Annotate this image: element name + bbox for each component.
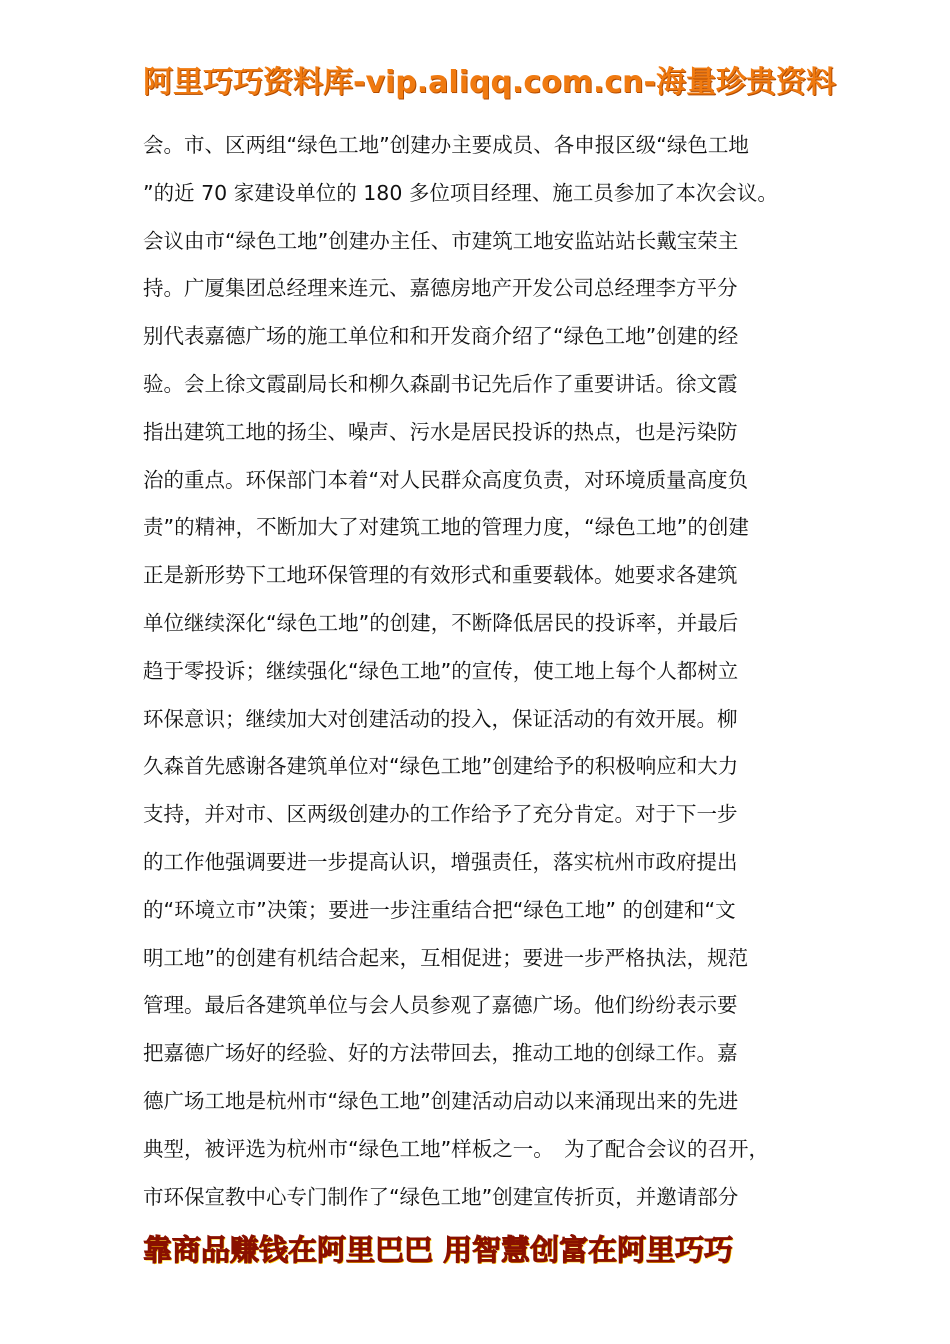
text-line: 明工地”的创建有机结合起来，互相促进；要进一步严格执法，规范 [143,945,749,970]
text-line: 验。会上徐文霞副局长和柳久森副书记先后作了重要讲话。徐文霞 [143,371,738,396]
text-line: 持。广厦集团总经理来连元、嘉德房地产开发公司总经理李方平分 [143,276,738,301]
text-line: 典型，被评选为杭州市“绿色工地”样板之一。 为了配合会议的召开， [143,1136,769,1161]
text-line: 会。市、区两组“绿色工地”创建办主要成员、各申报区级“绿色工地 [143,133,749,157]
header-watermark-banner: 阿里巧巧资料库-vip.aliqq.com.cn-海量珍贵资料 [143,65,836,100]
text-line: 趋于零投诉；继续强化“绿色工地”的宣传，使工地上每个人都树立 [143,658,739,683]
text-line: 的工作他强调要进一步提高认识，增强责任，落实杭州市政府提出 [143,849,738,874]
text-line: 治的重点。环保部门本着“对人民群众高度负责，对环境质量高度负 [143,467,749,492]
text-line: 责”的精神，不断加大了对建筑工地的管理力度，“绿色工地”的创建 [143,515,749,540]
text-line: 管理。最后各建筑单位与会人员参观了嘉德广场。他们纷纷表示要 [143,993,738,1018]
text-line: 正是新形势下工地环保管理的有效形式和重要载体。她要求各建筑 [143,563,738,588]
text-line: ”的近 70 家建设单位的 180 多位项目经理、施工员参加了本次会议。 [143,180,778,205]
text-line: 别代表嘉德广场的施工单位和和开发商介绍了“绿色工地”创建的经 [143,324,739,349]
text-line: 会议由市“绿色工地”创建办主任、市建筑工地安监站站长戴宝荣主 [143,228,739,253]
text-line: 市环保宣教中心专门制作了“绿色工地”创建宣传折页，并邀请部分 [143,1184,739,1209]
text-line: 德广场工地是杭州市“绿色工地”创建活动启动以来涌现出来的先进 [143,1088,739,1113]
text-line: 把嘉德广场好的经验、好的方法带回去，推动工地的创绿工作。嘉 [143,1041,738,1066]
text-line: 单位继续深化“绿色工地”的创建，不断降低居民的投诉率，并最后 [143,610,739,635]
text-line: 久森首先感谢各建筑单位对“绿色工地”创建给予的积极响应和大力 [143,754,739,779]
text-line: 环保意识；继续加大对创建活动的投入，保证活动的有效开展。柳 [143,706,738,731]
article-body [143,122,833,1221]
text-line: 指出建筑工地的扬尘、噪声、污水是居民投诉的热点，也是污染防 [143,419,738,444]
text-line: 支持，并对市、区两级创建办的工作给予了充分肯定。对于下一步 [143,802,738,827]
text-line: 的“环境立市”决策；要进一步注重结合把“绿色工地” 的创建和“文 [143,897,736,922]
footer-watermark-banner: 靠商品赚钱在阿里巴巴 用智慧创富在阿里巧巧 [143,1233,734,1267]
